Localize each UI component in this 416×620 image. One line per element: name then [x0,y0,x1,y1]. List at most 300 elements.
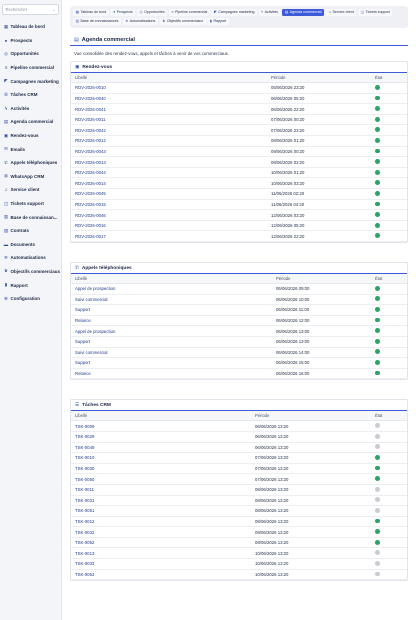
appels-title: Appels téléphoniques [81,265,132,271]
sidebar-item-rapport[interactable] [2,278,60,292]
table-row[interactable] [71,136,407,147]
table-row[interactable] [71,83,407,94]
headset-icon: ♫ [4,187,8,193]
row-libelle-link[interactable]: RDV-2026-0042 [71,125,267,136]
row-etat [375,125,407,136]
row-periode: 06/06/2026 22:20 [267,104,375,115]
status-done-dot [375,159,380,164]
rendezvous-title: Rendez-vous [82,64,113,70]
status-done-dot [375,455,380,460]
status-done-dot [375,170,380,175]
table-row[interactable] [71,146,407,157]
tab-service-client[interactable] [326,9,357,17]
checklist-icon: ☰ [75,402,80,408]
table-row[interactable] [71,157,407,168]
row-libelle-link[interactable]: RDV-2026-0016 [71,220,267,231]
column-header-libelle: Libellé [71,411,251,421]
status-pending-dot [375,434,380,439]
chart-icon: ▮ [210,19,212,24]
table-row[interactable] [71,294,407,305]
table-row[interactable] [71,516,407,527]
row-etat [375,336,407,347]
sidebar-item-label: Objectifs commerciaux [10,268,60,274]
table-row[interactable] [71,431,407,442]
table-row[interactable] [71,506,407,517]
sidebar-item-prospects[interactable] [2,34,60,48]
status-done-dot [375,318,380,323]
book-icon: ▥ [3,214,9,220]
row-etat [375,93,407,104]
table-row[interactable] [71,442,407,453]
sidebar-item-pipeline-commercial[interactable] [2,61,60,75]
row-libelle-link[interactable]: TSK-0031 [71,495,251,506]
row-etat [375,326,407,337]
status-done-dot [375,191,380,196]
calendar-icon: ▤ [284,10,289,15]
table-row[interactable] [71,114,407,125]
status-pending-dot [375,487,380,492]
main-content [70,6,408,581]
status-done-dot [375,223,380,228]
row-libelle-link[interactable]: TSK-0049 [71,442,251,453]
calendar-check-icon: ▣ [75,64,80,70]
status-done-dot [375,476,380,481]
row-etat [375,199,407,210]
table-row[interactable] [71,199,407,210]
row-etat [375,167,407,178]
row-etat [375,484,407,495]
table-row[interactable] [71,284,407,295]
row-etat [375,104,407,115]
sidebar-item-taches-crm[interactable] [2,88,60,102]
row-libelle-link[interactable]: TSK-0051 [71,506,251,517]
column-header-libelle: Libellé [71,274,272,284]
column-header-libelle: Libellé [71,73,267,83]
row-etat [375,368,407,379]
row-libelle-link[interactable]: RDV-2026-0012 [71,136,267,147]
table-row[interactable] [71,315,407,326]
table-row[interactable] [71,495,407,506]
status-done-dot [375,307,380,312]
row-libelle-link[interactable]: RDV-2026-0046 [71,210,267,221]
row-periode: 06/06/2026 13:00 [272,336,375,347]
calendar-icon: ▤ [3,118,9,124]
status-pending-dot [375,497,380,502]
table-row[interactable] [71,537,407,548]
sidebar-item-label: Tableau de bord [10,24,45,30]
column-header-etat: État [375,274,407,284]
trophy-icon: ♛ [162,19,166,24]
row-libelle-link[interactable]: Support [71,358,272,369]
table-row[interactable] [71,189,407,200]
table-row[interactable] [71,569,407,580]
sidebar-item-opportunites[interactable] [2,47,60,61]
tab-prospects[interactable] [110,9,135,17]
column-header-periode: Période [267,73,375,83]
row-libelle-link[interactable]: RDV-2026-0041 [71,104,267,115]
row-etat [375,506,407,517]
row-periode: 06/06/2026 14:00 [272,347,375,358]
row-periode: 06/06/2026 16:00 [272,368,375,379]
tab-rapport[interactable] [207,18,228,26]
module-tabs [70,6,408,28]
tab-label: Tableau de bord [80,10,107,15]
status-done-dot [375,339,380,344]
row-etat [375,189,407,200]
taches-card [70,399,408,581]
table-row[interactable] [71,210,407,221]
row-periode: 09/06/2026 00:20 [267,146,375,157]
table-row[interactable] [71,167,407,178]
row-libelle-link[interactable]: TSK-0009 [71,421,251,432]
user-icon: ● [4,37,8,43]
row-etat [375,294,407,305]
status-pending-dot [375,572,380,577]
row-periode: 09/06/2026 02:20 [267,157,375,168]
tab-objectifs-commerciaux[interactable] [160,18,206,26]
row-periode: 10/06/2026 13:20 [251,548,375,559]
sidebar-nav [2,20,60,305]
table-row[interactable] [71,527,407,538]
row-libelle-link[interactable]: TSK-0050 [71,474,251,485]
row-etat [375,516,407,527]
table-row[interactable] [71,336,407,347]
row-etat [375,114,407,125]
status-done-dot [375,202,380,207]
row-libelle-link[interactable]: TSK-0032 [71,527,251,538]
row-libelle-link[interactable]: RDV-2026-0043 [71,146,267,157]
sidebar-item-appels-telephoniques[interactable] [2,156,60,170]
page-title [70,37,408,43]
row-libelle-link[interactable]: RDV-2026-0017 [71,231,267,242]
dashboard-icon: ▦ [3,23,9,29]
row-periode: 11/06/2026 04:20 [267,199,375,210]
column-header-periode: Période [251,411,375,421]
row-periode: 08/06/2026 13:20 [251,484,375,495]
sidebar-item-label: Emails [10,146,26,152]
status-done-dot [375,349,380,354]
sidebar-item-service-client[interactable] [2,183,60,197]
sidebar-item-objectifs-commerciaux[interactable] [2,265,60,279]
sidebar-item-label: Base de connaissan... [10,214,58,220]
taches-table [71,411,407,580]
status-done-dot [375,360,380,365]
sidebar-item-label: Rendez-vous [10,133,39,139]
sidebar-item-whatsapp-crm[interactable] [2,170,60,184]
row-periode: 08/06/2026 01:20 [267,136,375,147]
row-etat [375,474,407,485]
tab-opportunites[interactable] [137,9,167,17]
row-libelle-link[interactable]: RDV-2026-0011 [71,114,267,125]
tab-label: Automatisations [129,19,156,24]
tab-base-de-connaissances[interactable] [73,18,121,26]
tab-label: Pipeline commercial [175,10,208,15]
row-etat [375,347,407,358]
tab-label: Base de connaissances [80,19,119,24]
row-libelle-link[interactable]: TSK-0011 [71,484,251,495]
sidebar-item-label: WhatsApp CRM [10,173,45,179]
row-etat [375,231,407,242]
gears-icon: ✲ [125,19,129,24]
status-done-dot [375,466,380,471]
taches-header [71,400,407,411]
row-libelle-link[interactable]: Suivi commercial [71,347,272,358]
table-row[interactable] [71,231,407,242]
ticket-icon: ◫ [360,10,365,15]
tab-label: Rapport [213,19,227,24]
status-done-dot [375,149,380,154]
status-pending-dot [375,444,380,449]
row-libelle-link[interactable]: RDV-2026-0040 [71,93,267,104]
sidebar-item-label: Activités [10,105,30,111]
row-periode: 11/06/2026 02:20 [267,189,375,200]
tab-label: Prospects [116,10,133,15]
column-header-periode: Période [272,274,375,284]
row-periode: 06/06/2026 13:20 [251,431,375,442]
tab-label: Service client [332,10,354,15]
row-etat [375,548,407,559]
row-periode: 07/06/2026 13:20 [251,474,375,485]
trophy-icon: ♛ [4,268,8,274]
row-libelle-link[interactable]: TSK-0010 [71,453,251,464]
status-done-dot [375,529,380,534]
sidebar-item-configuration[interactable] [2,292,60,306]
table-row[interactable] [71,548,407,559]
tab-tickets-support[interactable] [358,9,392,17]
sidebar-item-label: Opportunités [10,51,39,57]
page-subtitle: Vue consolidée des rendez-vous, appels et tâches à venir de vos commerciaux. [74,51,230,57]
sidebar-item-activites[interactable] [2,102,60,116]
row-periode: 06/06/2026 13:20 [251,442,375,453]
search-placeholder: Rechercher [5,7,28,12]
row-libelle-link[interactable]: RDV-2026-0044 [71,167,267,178]
status-done-dot [375,519,380,524]
table-row[interactable] [71,484,407,495]
row-periode: 06/06/2026 12:00 [272,315,375,326]
status-done-dot [375,138,380,143]
row-libelle-link[interactable]: RDV-2026-0015 [71,199,267,210]
status-done-dot [375,233,380,238]
sidebar-item-label: Contrats [10,228,30,234]
status-done-dot [375,328,380,333]
table-row[interactable] [71,326,407,337]
column-header-etat: État [375,73,407,83]
row-periode: 12/06/2026 22:20 [267,231,375,242]
table-row[interactable] [71,453,407,464]
row-periode: 10/06/2026 03:20 [267,178,375,189]
user-icon: ● [113,10,116,15]
row-libelle-link[interactable]: RDV-2026-0014 [71,178,267,189]
pipeline-icon: ≡ [4,65,8,71]
sidebar-item-label: Rapport [10,282,28,288]
table-row[interactable] [71,104,407,115]
row-etat [375,527,407,538]
gears-icon: ✲ [4,254,8,260]
sidebar-item-tickets-support[interactable] [2,197,60,211]
row-libelle-link[interactable]: Appel de prospection [71,326,272,337]
tab-pipeline-commercial[interactable] [169,9,210,17]
title-divider [70,45,408,46]
row-periode: 07/06/2026 23:20 [267,125,375,136]
row-periode: 06/06/2026 13:00 [272,326,375,337]
row-periode: 10/06/2026 13:20 [251,569,375,580]
rendezvous-table [71,73,407,242]
chevron-down-icon: ⌄ [52,7,56,12]
target-icon: ◎ [139,10,143,15]
megaphone-icon: ◤ [4,78,8,84]
tab-automatisations[interactable] [123,18,158,26]
table-row[interactable] [71,474,407,485]
column-header-etat: État [375,411,407,421]
appels-table [71,274,407,379]
table-row[interactable] [71,125,407,136]
sidebar-item-rendez-vous[interactable] [2,129,60,143]
row-libelle-link[interactable]: Suivi commercial [71,294,272,305]
row-etat [375,442,407,453]
phone-icon: ✆ [4,159,8,165]
row-etat [375,305,407,316]
table-row[interactable] [71,220,407,231]
row-libelle-link[interactable]: TSK-0012 [71,516,251,527]
row-periode: 07/06/2026 00:20 [267,114,375,125]
row-libelle-link[interactable]: Support [71,305,272,316]
row-libelle-link[interactable]: RDV-2026-0010 [71,83,267,94]
status-done-dot [375,106,380,111]
tab-label: Campagnes marketing [218,10,255,15]
row-etat [375,178,407,189]
sidebar-item-documents[interactable] [2,238,60,252]
gear-icon: ✻ [4,295,8,301]
row-periode: 10/06/2026 13:20 [251,559,375,570]
row-periode: 07/06/2026 13:20 [251,463,375,474]
table-row[interactable] [71,559,407,570]
sidebar-item-label: Agenda commercial [10,119,54,125]
tab-label: Agenda commercial [289,10,322,15]
row-libelle-link[interactable]: Support [71,336,272,347]
sidebar-item-base-de-connaissan[interactable] [2,210,60,224]
table-row[interactable] [71,368,407,379]
row-periode: 05/06/2026 23:20 [267,83,375,94]
row-libelle-link[interactable]: Relance [71,368,272,379]
taches-title: Tâches CRM [82,402,111,408]
table-row[interactable] [71,178,407,189]
tab-campagnes-marketing[interactable] [211,9,257,17]
chart-icon: ▮ [4,282,8,288]
row-etat [375,431,407,442]
sidebar-item-campagnes-marketing[interactable] [2,74,60,88]
row-libelle-link[interactable]: Appel de prospection [71,284,272,295]
rendezvous-header [71,62,407,73]
row-libelle-link[interactable]: TSK-0052 [71,537,251,548]
table-row[interactable] [71,463,407,474]
row-libelle-link[interactable]: TSK-0053 [71,569,251,580]
sidebar-item-label: Tâches CRM [10,92,38,98]
row-libelle-link[interactable]: TSK-0033 [71,559,251,570]
row-libelle-link[interactable]: TSK-0029 [71,431,251,442]
sidebar-item-contrats[interactable] [2,224,60,238]
row-periode: 06/06/2026 05:20 [267,93,375,104]
status-done-dot [375,371,380,376]
row-etat [375,463,407,474]
megaphone-icon: ◤ [214,10,217,15]
row-etat [375,157,407,168]
tab-label: Tickets support [365,10,390,15]
contract-icon: ▧ [3,227,9,233]
row-periode: 09/06/2026 13:20 [251,516,375,527]
book-icon: ▥ [75,19,79,24]
row-libelle-link[interactable]: TSK-0030 [71,463,251,474]
dashboard-icon: ▦ [75,10,79,15]
row-periode: 06/06/2026 11:00 [272,305,375,316]
row-libelle-link[interactable]: Relance [71,315,272,326]
tab-label: Activités [264,10,279,15]
row-libelle-link[interactable]: TSK-0013 [71,548,251,559]
status-done-dot [375,85,380,90]
row-etat [375,315,407,326]
sidebar-item-label: Pipeline commercial [10,65,55,71]
row-etat [375,358,407,369]
headset-icon: ♫ [328,10,331,15]
row-etat [375,537,407,548]
status-done-dot [375,117,380,122]
status-done-dot [375,127,380,132]
row-periode: 12/06/2026 05:20 [267,220,375,231]
status-done-dot [375,212,380,217]
row-etat [375,146,407,157]
row-etat [375,453,407,464]
status-done-dot [375,296,380,301]
status-done-dot [375,96,380,101]
sidebar-item-tableau-de-bord[interactable] [2,20,60,34]
search-select[interactable] [2,4,59,15]
sidebar-item-agenda-commercial[interactable] [2,115,60,129]
row-periode: 06/06/2026 10:00 [272,294,375,305]
tab-label: Objectifs commerciaux [166,19,204,24]
status-pending-dot [375,423,380,428]
row-periode: 06/06/2026 15:00 [272,358,375,369]
row-periode: 09/06/2026 13:20 [251,537,375,548]
row-libelle-link[interactable]: RDV-2026-0045 [71,189,267,200]
row-etat [375,495,407,506]
row-periode: 09/06/2026 13:20 [251,527,375,538]
checklist-icon: ☰ [4,91,8,97]
tab-activites[interactable] [259,9,281,17]
table-row[interactable] [71,93,407,104]
sidebar-item-label: Automatisations [10,255,46,261]
row-periode: 08/06/2026 13:20 [251,506,375,517]
sidebar-item-emails[interactable] [2,142,60,156]
tab-agenda-commercial[interactable] [282,9,324,17]
sidebar-item-label: Appels téléphoniques [10,160,58,166]
table-row[interactable] [71,305,407,316]
sidebar-item-automatisations[interactable] [2,251,60,265]
mail-icon: ✉ [4,146,8,152]
row-etat [375,220,407,231]
sidebar-item-label: Configuration [10,296,40,302]
row-etat [375,284,407,295]
table-row[interactable] [71,421,407,432]
row-libelle-link[interactable]: RDV-2026-0013 [71,157,267,168]
table-row[interactable] [71,347,407,358]
tab-tableau-de-bord[interactable] [73,9,109,17]
status-done-dot [375,286,380,291]
row-periode: 06/06/2026 13:20 [251,421,375,432]
table-row[interactable] [71,358,407,369]
row-etat [375,210,407,221]
row-etat [375,421,407,432]
calendar-check-icon: ▣ [3,132,9,138]
row-etat [375,136,407,147]
